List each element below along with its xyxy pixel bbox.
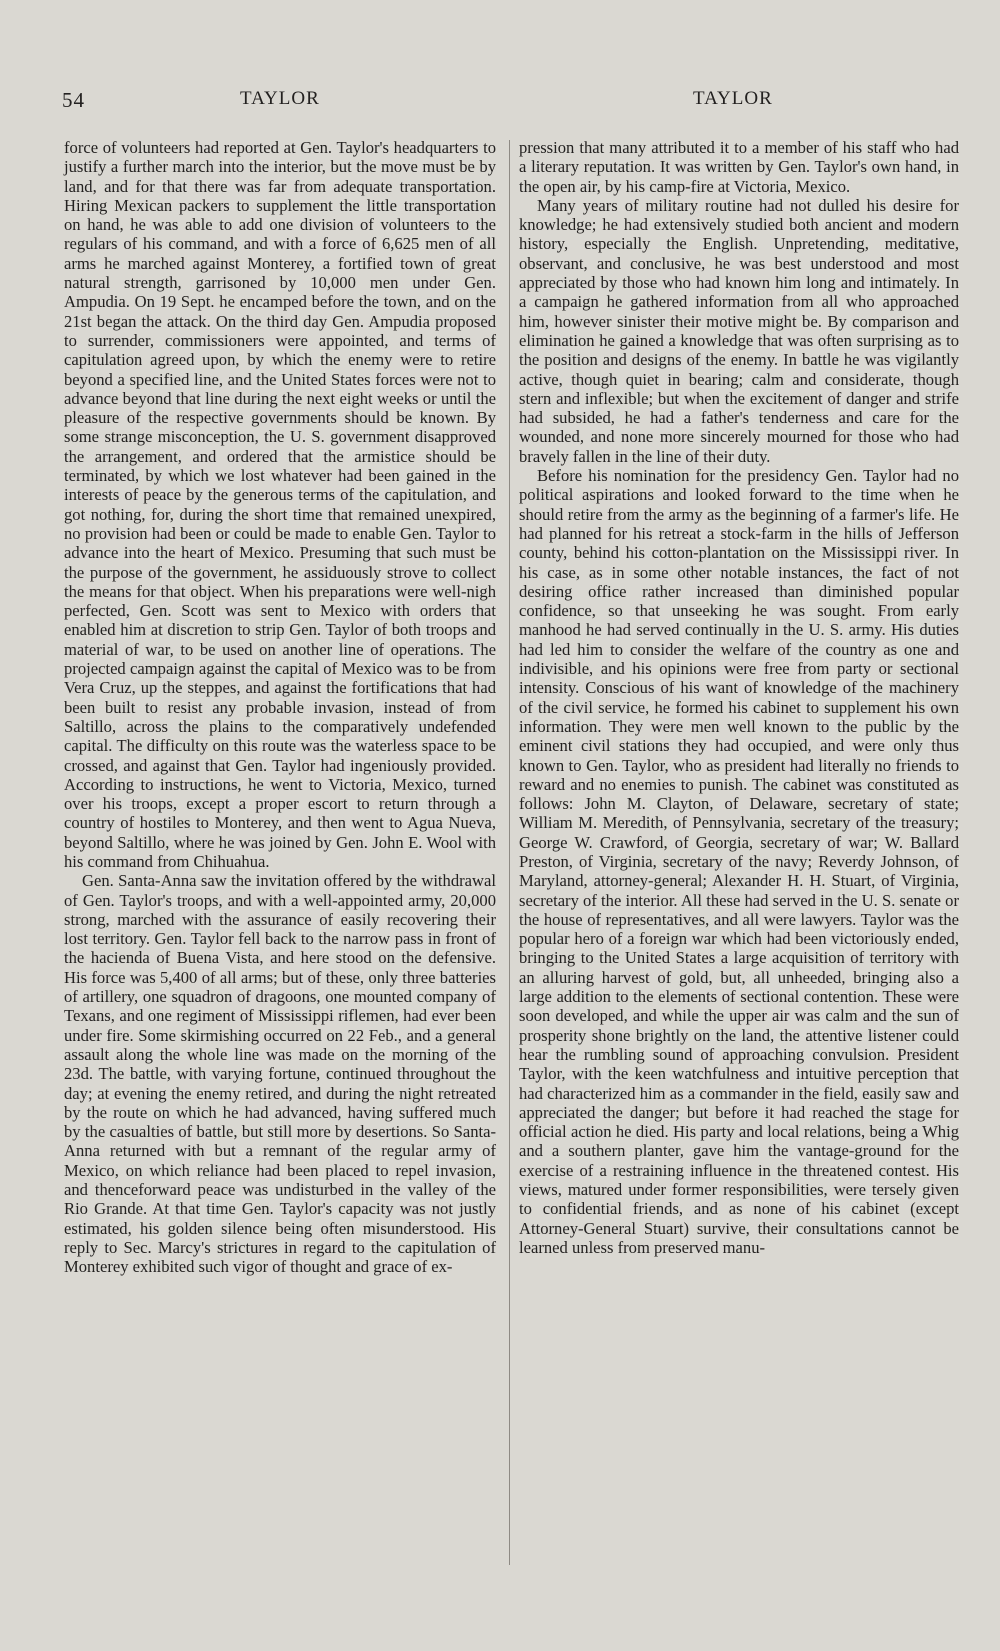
paragraph: Gen. Santa-Anna saw the invitation offered by the withdrawal of Gen. Taylor's troops, and with a well-appointed army, 20,000 strong, marched with the assurance of easily recovering their lost territory. Gen. Taylor fell back to the narrow pass in front of the hacienda of Buena Vista, and here stood on the defensive. His force was 5,400 of all arms; but of these, only three batteries of artillery, one squadron of dragoons, one mounted company of Texans, and one regiment of Mississippi riflemen, had ever been under fire. Some skirmishing occurred on 22 Feb., and a general assault along the whole line was made on the morning of the 23d. The battle, with varying fortune, continued throughout the day; at evening the enemy retired, and during the night retreated by the route on which he had advanced, having suffered much by the casualties of battle, but still more by desertions. So Santa-Anna returned with but a remnant of the regular army of Mexico, on which reliance had been placed to repel invasion, and thenceforward peace was undisturbed in the valley of the Rio Grande. At that time Gen. Taylor's capacity was not justly estimated, his golden silence being often misunderstood. His reply to Sec. Marcy's strictures in regard to the capitulation of Monterey exhibited such vigor of thought and grace of ex- <box>64 871 496 1277</box>
paragraph: Before his nomination for the presidency Gen. Taylor had no political aspirations and looked forward to the time when he should retire from the army as the beginning of a farmer's life. He had planned for his retreat a stock-farm in the hills of Jefferson county, behind his cotton-plantation on the Mississippi river. In his case, as in some other notable instances, the fact of not desiring office rather increased than diminished popular confidence, so that unseeking he was sought. From early manhood he had served continually in the U. S. army. His duties had led him to consider the welfare of the country as one and indivisible, and his opinions were free from party or sectional intensity. Conscious of his want of knowledge of the machinery of the civil service, he formed his cabinet to supplement his own information. They were men well known to the public by the eminent civil stations they had occupied, and were only thus known to Gen. Taylor, who as president had literally no friends to reward and no enemies to punish. The cabinet was constituted as follows: John M. Clayton, of Delaware, secretary of state; William M. Meredith, of Pennsylvania, secretary of the treasury; George W. Crawford, of Georgia, secretary of war; W. Ballard Preston, of Virginia, secretary of the navy; Reverdy Johnson, of Maryland, attorney-general; Alexander H. H. Stuart, of Virginia, secretary of the interior. All these had served in the U. S. senate or the house of representatives, and all were lawyers. Taylor was the popular hero of a foreign war which had been victoriously ended, bringing to the United States a large acquisition of territory with an alluring harvest of gold, but, all unheeded, bringing also a large addition to the elements of sectional contention. These were soon developed, and while the upper air was calm and the sun of prosperity shone brightly on the land, the attentive listener could hear the rumbling sound of approaching convulsion. President Taylor, with the keen watchfulness and intuitive perception that had characterized him as a commander in the field, easily saw and appreciated the danger; but before it had reached the stage for official action he died. His party and local relations, being a Whig and a southern planter, gave him the vantage-ground for the exercise of a restraining influence in the threatened contest. His views, matured under former responsibilities, were tersely given to confidential friends, and as none of his cabinet (except Attorney-General Stuart) survive, their consultations cannot be learned unless from preserved manu- <box>519 466 959 1257</box>
paragraph: pression that many attributed it to a member of his staff who had a literary reputation. It was written by Gen. Taylor's own hand, in the open air, by his camp-fire at Victoria, Mexico. <box>519 138 959 196</box>
paragraph: force of volunteers had reported at Gen. Taylor's headquarters to justify a further march into the interior, but the move must be by land, and for that there was far from adequate transportation. Hiring Mexican packers to supplement the little transportation on hand, he was able to add one division of volunteers to the regulars of his command, and with a force of 6,625 men of all arms he marched against Monterey, a fortified town of great natural strength, garrisoned by 10,000 men under Gen. Ampudia. On 19 Sept. he encamped before the town, and on the 21st began the attack. On the third day Gen. Ampudia proposed to surrender, commissioners were appointed, and terms of capitulation agreed upon, by which the enemy were to retire beyond a specified line, and the United States forces were not to advance beyond that line during the next eight weeks or until the pleasure of the respective governments should be known. By some strange misconception, the U. S. government disapproved the arrangement, and ordered that the armistice should be terminated, by which we lost whatever had been gained in the interests of peace by the generous terms of the capitulation, and got nothing, for, during the short time that remained unexpired, no provision had been or could be made to enable Gen. Taylor to advance into the heart of Mexico. Presuming that such must be the purpose of the government, he assiduously strove to collect the means for that object. When his preparations were well-nigh perfected, Gen. Scott was sent to Mexico with orders that enabled him at discretion to strip Gen. Taylor of both troops and material of war, to be used on another line of operations. The projected campaign against the capital of Mexico was to be from Vera Cruz, up the steppes, and against the fortifications that had been built to resist any probable invasion, instead of from Saltillo, across the plains to the comparatively undefended capital. The difficulty on this route was the waterless space to be crossed, and against that Gen. Taylor had ingeniously provided. According to instructions, he went to Victoria, Mexico, turned over his troops, except a proper escort to return through a country of hostiles to Monterey, and then went to Agua Nueva, beyond Saltillo, where he was joined by Gen. John E. Wool with his command from Chihuahua. <box>64 138 496 871</box>
right-text-column <box>519 138 959 1257</box>
left-text-column <box>64 138 496 1277</box>
running-title-right: TAYLOR <box>693 88 773 109</box>
paragraph: Many years of military routine had not dulled his desire for knowledge; he had extensively studied both ancient and modern history, especially the English. Unpretending, meditative, observant, and conclusive, he was best understood and most appreciated by those who had known him long and intimately. In a campaign he gathered information from all who approached him, however sinister their motive might be. By comparison and elimination he gained a knowledge that was often surprising as to the position and designs of the enemy. In battle he was vigilantly active, though quiet in bearing; calm and considerate, though stern and inflexible; but when the excitement of danger and strife had subsided, he had a father's tenderness and care for the wounded, and none more sincerely mourned for those who had bravely fallen in the line of their duty. <box>519 195 959 466</box>
page-number: 54 <box>62 88 85 112</box>
running-title-left: TAYLOR <box>240 88 320 109</box>
running-header <box>0 88 1000 118</box>
column-divider <box>509 140 510 1565</box>
